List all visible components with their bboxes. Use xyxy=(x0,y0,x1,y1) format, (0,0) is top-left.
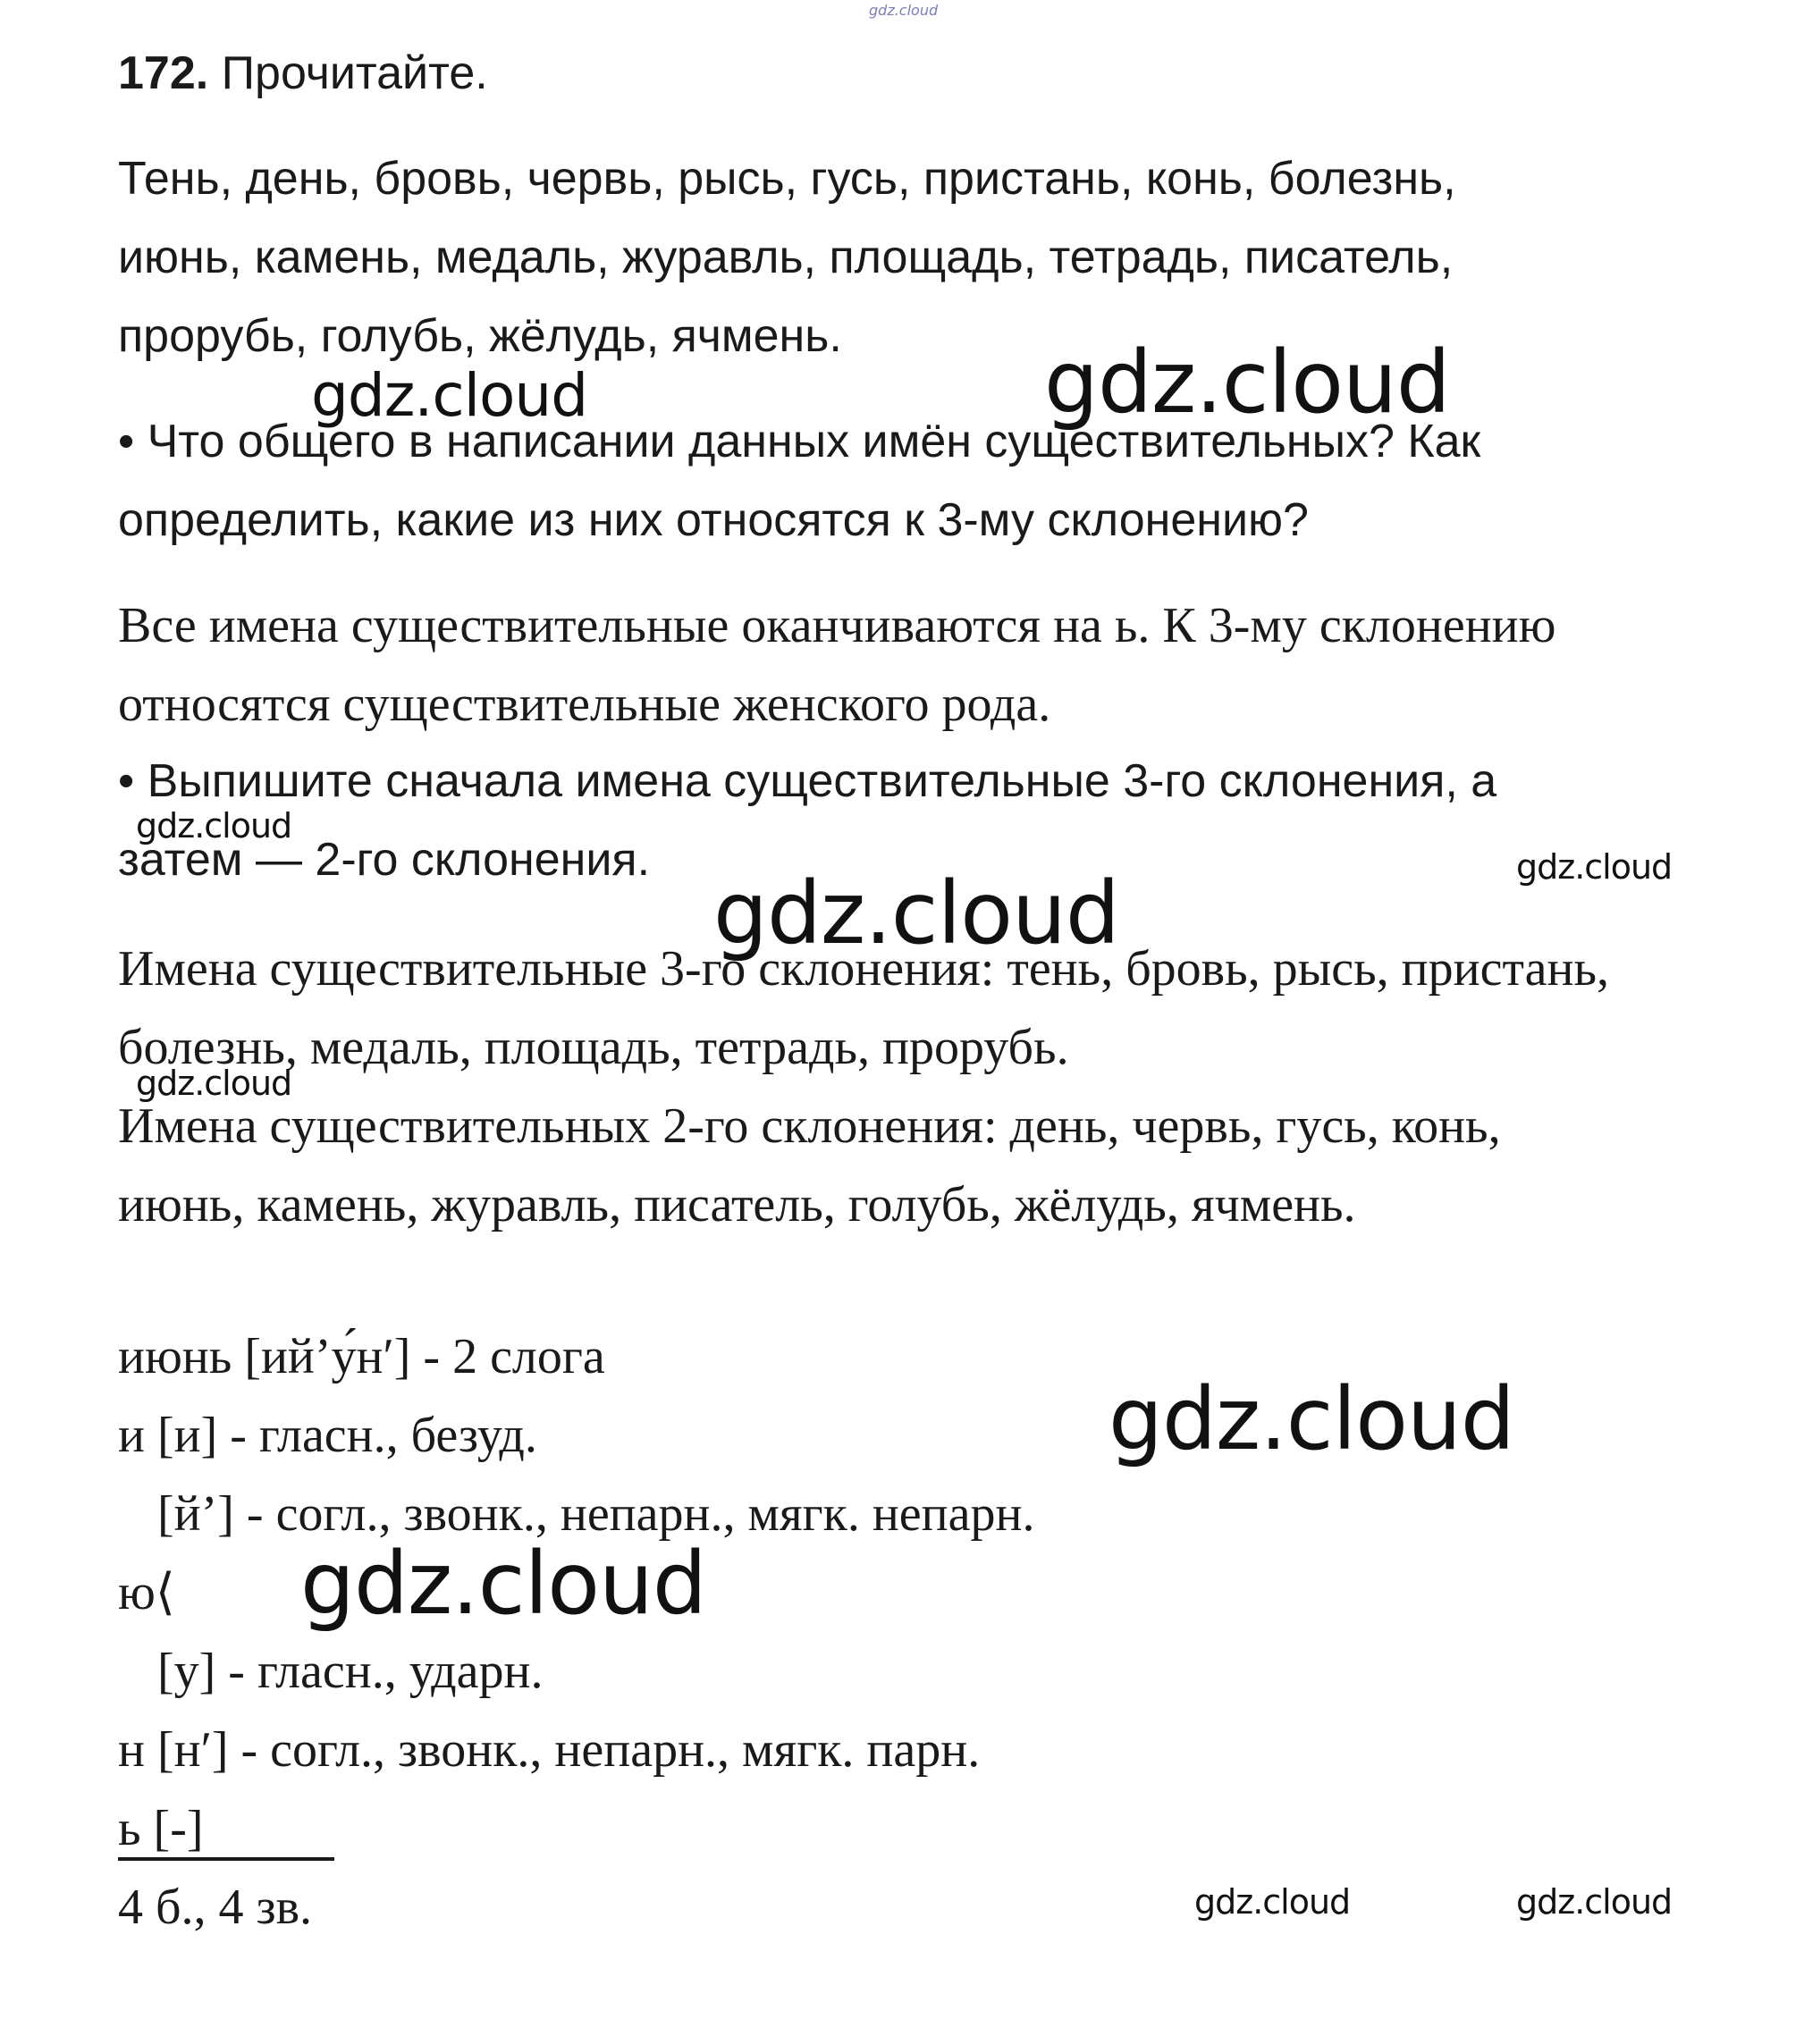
watermark: gdz.cloud xyxy=(1516,1882,1673,1922)
top-watermark: gdz.cloud xyxy=(869,2,939,19)
answer2-line-1: Имена существительные 3-го склонения: тень, бровь, рысь, пристань, xyxy=(118,941,1609,997)
phonetics-row-yu: ю⟨ xyxy=(118,1565,175,1620)
answer2-line-3: Имена существительных 2-го склонения: день, червь, гусь, конь, xyxy=(118,1098,1501,1154)
watermark: gdz.cloud xyxy=(136,806,292,845)
answer1-line-2: относятся существительные женского рода. xyxy=(118,677,1051,732)
answer2-line-2: болезнь, медаль, площадь, тетрадь, прорубь. xyxy=(118,1020,1069,1075)
question1-line-1: • Что общего в написании данных имён существительных? Как xyxy=(118,416,1481,467)
phonetics-row-i: и [и] - гласн., безуд. xyxy=(118,1408,537,1463)
question2-line-2: затем — 2-го склонения. xyxy=(118,834,651,886)
watermark: gdz.cloud xyxy=(136,1064,292,1103)
watermark: gdz.cloud xyxy=(300,1534,706,1634)
question2-line-1: • Выпишите сначала имена существительные 3-го склонения, а xyxy=(118,755,1497,807)
watermark: gdz.cloud xyxy=(1109,1369,1514,1469)
word-list-line-1: Тень, день, бровь, червь, рысь, гусь, пристань, конь, болезнь, xyxy=(118,153,1456,205)
exercise-heading xyxy=(118,47,488,99)
word-list-line-2: июнь, камень, медаль, журавль, площадь, тетрадь, писатель, xyxy=(118,231,1454,283)
exercise-title: Прочитайте. xyxy=(221,47,488,99)
phonetics-row-u: [у] - гласн., ударн. xyxy=(157,1644,544,1699)
phonetics-row-soft-sign: ь [-] xyxy=(118,1804,334,1861)
watermark: gdz.cloud xyxy=(1044,332,1450,433)
phonetics-row-n: н [н′] - согл., звонк., непарн., мягк. парн. xyxy=(118,1722,981,1778)
exercise-number: 172. xyxy=(118,47,209,99)
watermark: gdz.cloud xyxy=(713,863,1119,963)
watermark: gdz.cloud xyxy=(1516,847,1673,887)
phonetics-summary: 4 б., 4 зв. xyxy=(118,1880,313,1935)
answer2-line-4: июнь, камень, журавль, писатель, голубь, жёлудь, ячмень. xyxy=(118,1177,1356,1232)
answer1-line-1: Все имена существительные оканчиваются на ь. К 3-му склонению xyxy=(118,598,1556,653)
question1-line-2: определить, какие из них относятся к 3-му склонению? xyxy=(118,494,1309,546)
watermark: gdz.cloud xyxy=(1194,1882,1351,1922)
phonetics-header: июнь [ий’у́н′] - 2 слога xyxy=(118,1329,605,1384)
word-list-line-3: прорубь, голубь, жёлудь, ячмень. xyxy=(118,310,842,362)
phonetics-row-j: [й’] - согл., звонк., непарн., мягк. непарн. xyxy=(157,1486,1035,1542)
watermark: gdz.cloud xyxy=(311,361,588,430)
